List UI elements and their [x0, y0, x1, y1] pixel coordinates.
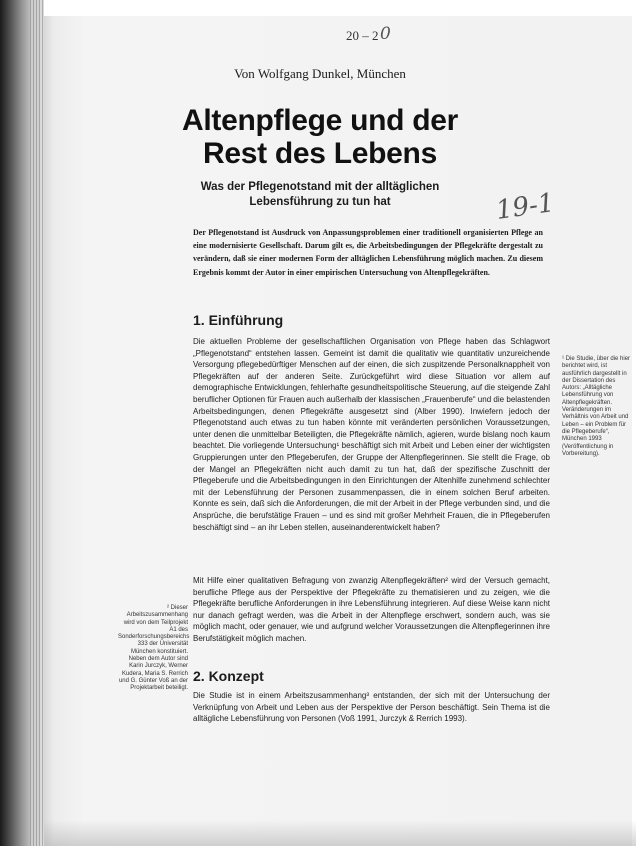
subtitle-line-1: Was der Pflegenotstand mit der alltäglichen: [200, 181, 440, 193]
margin-footnote-left: ² Dieser Arbeitszusammenhang wird von dem Teilprojekt A1 des Sonderforschungsbereichs 333 der Universität München konstituiert. Neben dem Autor sind Karin Jurczyk, Werner Kudera, Maria S. Rerrich und G. Günter Voß an der Projektarbeit beteiligt.: [118, 605, 190, 692]
margin-footnote-right: ¹ Die Studie, über die hier berichtet wird, ist ausführlich dargestellt in der Dissertation des Autors: „Alltägliche Lebensführung von Altenpflegekräften. Veränderungen im Verhältnis von Arbeit und Leben – ein Problem für die Pflegeberufe“, München 1993 (Veröffentlichung in Vorbereitung).: [562, 356, 631, 457]
page-stack-edge: [30, 0, 44, 846]
section-heading-concept: 2. Konzept: [193, 668, 264, 684]
abstract-paragraph: Der Pflegenotstand ist Ausdruck von Anpassungsproblemen einer traditionell organisierten Pflege an eine modernisierte Gesellschaft. Darum gilt es, die Arbeitsbedingungen der Pflegekräfte dergestalt zu verändern, daß sie einer modernen Form der alltäglichen Lebensführung möglich machen. Zu diesem Ergebnis kommt der Autor in einer empirischen Untersuchung von Altenpflegekräften.: [193, 228, 543, 277]
page-number: 20 – 2: [346, 28, 379, 43]
title-line-2: Rest des Lebens: [203, 137, 437, 170]
article-title: [150, 104, 490, 170]
body-paragraph: Die aktuellen Probleme der gesellschaftlichen Organisation von Pflege haben das Schlagwort „Pflegenotstand“ entstehen lassen. Gemeint ist damit die qualitativ wie quantitativ unzureichende Versorgung pflegebedürftiger Menschen auf der einen, die sich zuspitzende Personalknappheit von Pflegekräften auf der anderen Seite. Zurückgeführt wird diese Situation vor allem auf demographische Entwicklungen, fehlerhafte gesundheitspolitische Steuerung, auf die steigende Zahl beruflicher Optionen für Frauen auch außerhalb der klassischen „Frauenberufe“ und die belastenden Arbeitsbedingungen, denen Pflegekräfte ausgesetzt sind (Alber 1990). Inwiefern jedoch der Pflegenotstand auch etwas zu tun haben könnte mit veränderten persönlichen Voraussetzungen, unter denen die unmittelbar Beteiligten, die Pflegekräfte nämlich, agieren, wurde bislang noch kaum beachtet. Die vorliegende Untersuchung¹ beschäftigt sich mit Arbeit und Leben einer der wichtigsten Gruppierungen unter den Pflegeberufen, der Gruppe der Altenpflegerinnen. Sie stellt die Frage, ob der Mangel an Pflegekräften nicht auch damit zu tun hat, daß der spezifische Zuschnitt der Pflegeberufe und die Arbeitsbedingungen in den Einrichtungen der Altenhilfe zunehmend schlechter mit der Lebensführung der Personen zusammenpassen, die in einem solchen Beruf arbeiten. Konnte es sein, daß sich die Anforderungen, die mit der Arbeit in der Pflege verbunden sind, und die Ansprüche, die berufstätige Frauen – und es sind mit großer Mehrheit Frauen, die in Pflegeberufen beschäftigt sind – an ihr Leben stellen, auseinanderentwickelt haben?: [193, 337, 550, 532]
body-paragraph: Mit Hilfe einer qualitativen Befragung von zwanzig Altenpflegekräften² wird der Versuch gemacht, berufliche Pflege aus der Perspektive der Pflegekräfte zu thematisieren und zu zeigen, wie die Pflegekräfte berufliche Anforderungen in ihre Lebensführung integrieren. Auf diese Weise kann nicht nur danach gefragt werden, was die Arbeit in der Altenpflege erschwert, sondern auch, was sie möglich macht, oder genauer, wie und aufgrund welcher Voraussetzungen die Altenpflegerinnen ihre Berufstätigkeit möglich machen.: [193, 576, 550, 643]
article-subtitle: [200, 180, 440, 210]
subtitle-line-2: Lebensführung zu tun hat: [249, 196, 391, 208]
section-heading-introduction: 1. Einführung: [193, 312, 284, 328]
body-paragraph: Die Studie ist in einem Arbeitszusammenhang³ entstanden, der sich mit der Untersuchung der Verknüpfung von Arbeit und Leben aus der Perspektive der Person beschäftigt. Sein Thema ist die alltägliche Lebensführung von Personen (Voß 1991, Jurczyk & Rerrich 1993).: [193, 691, 550, 724]
author-line: Von Wolfgang Dunkel, München: [234, 66, 406, 81]
title-line-1: Altenpflege und der: [182, 104, 458, 137]
handwritten-page-mark: 0: [380, 24, 391, 44]
scan-shadow: [44, 820, 636, 846]
handwritten-annotation: 19-1: [494, 188, 557, 226]
